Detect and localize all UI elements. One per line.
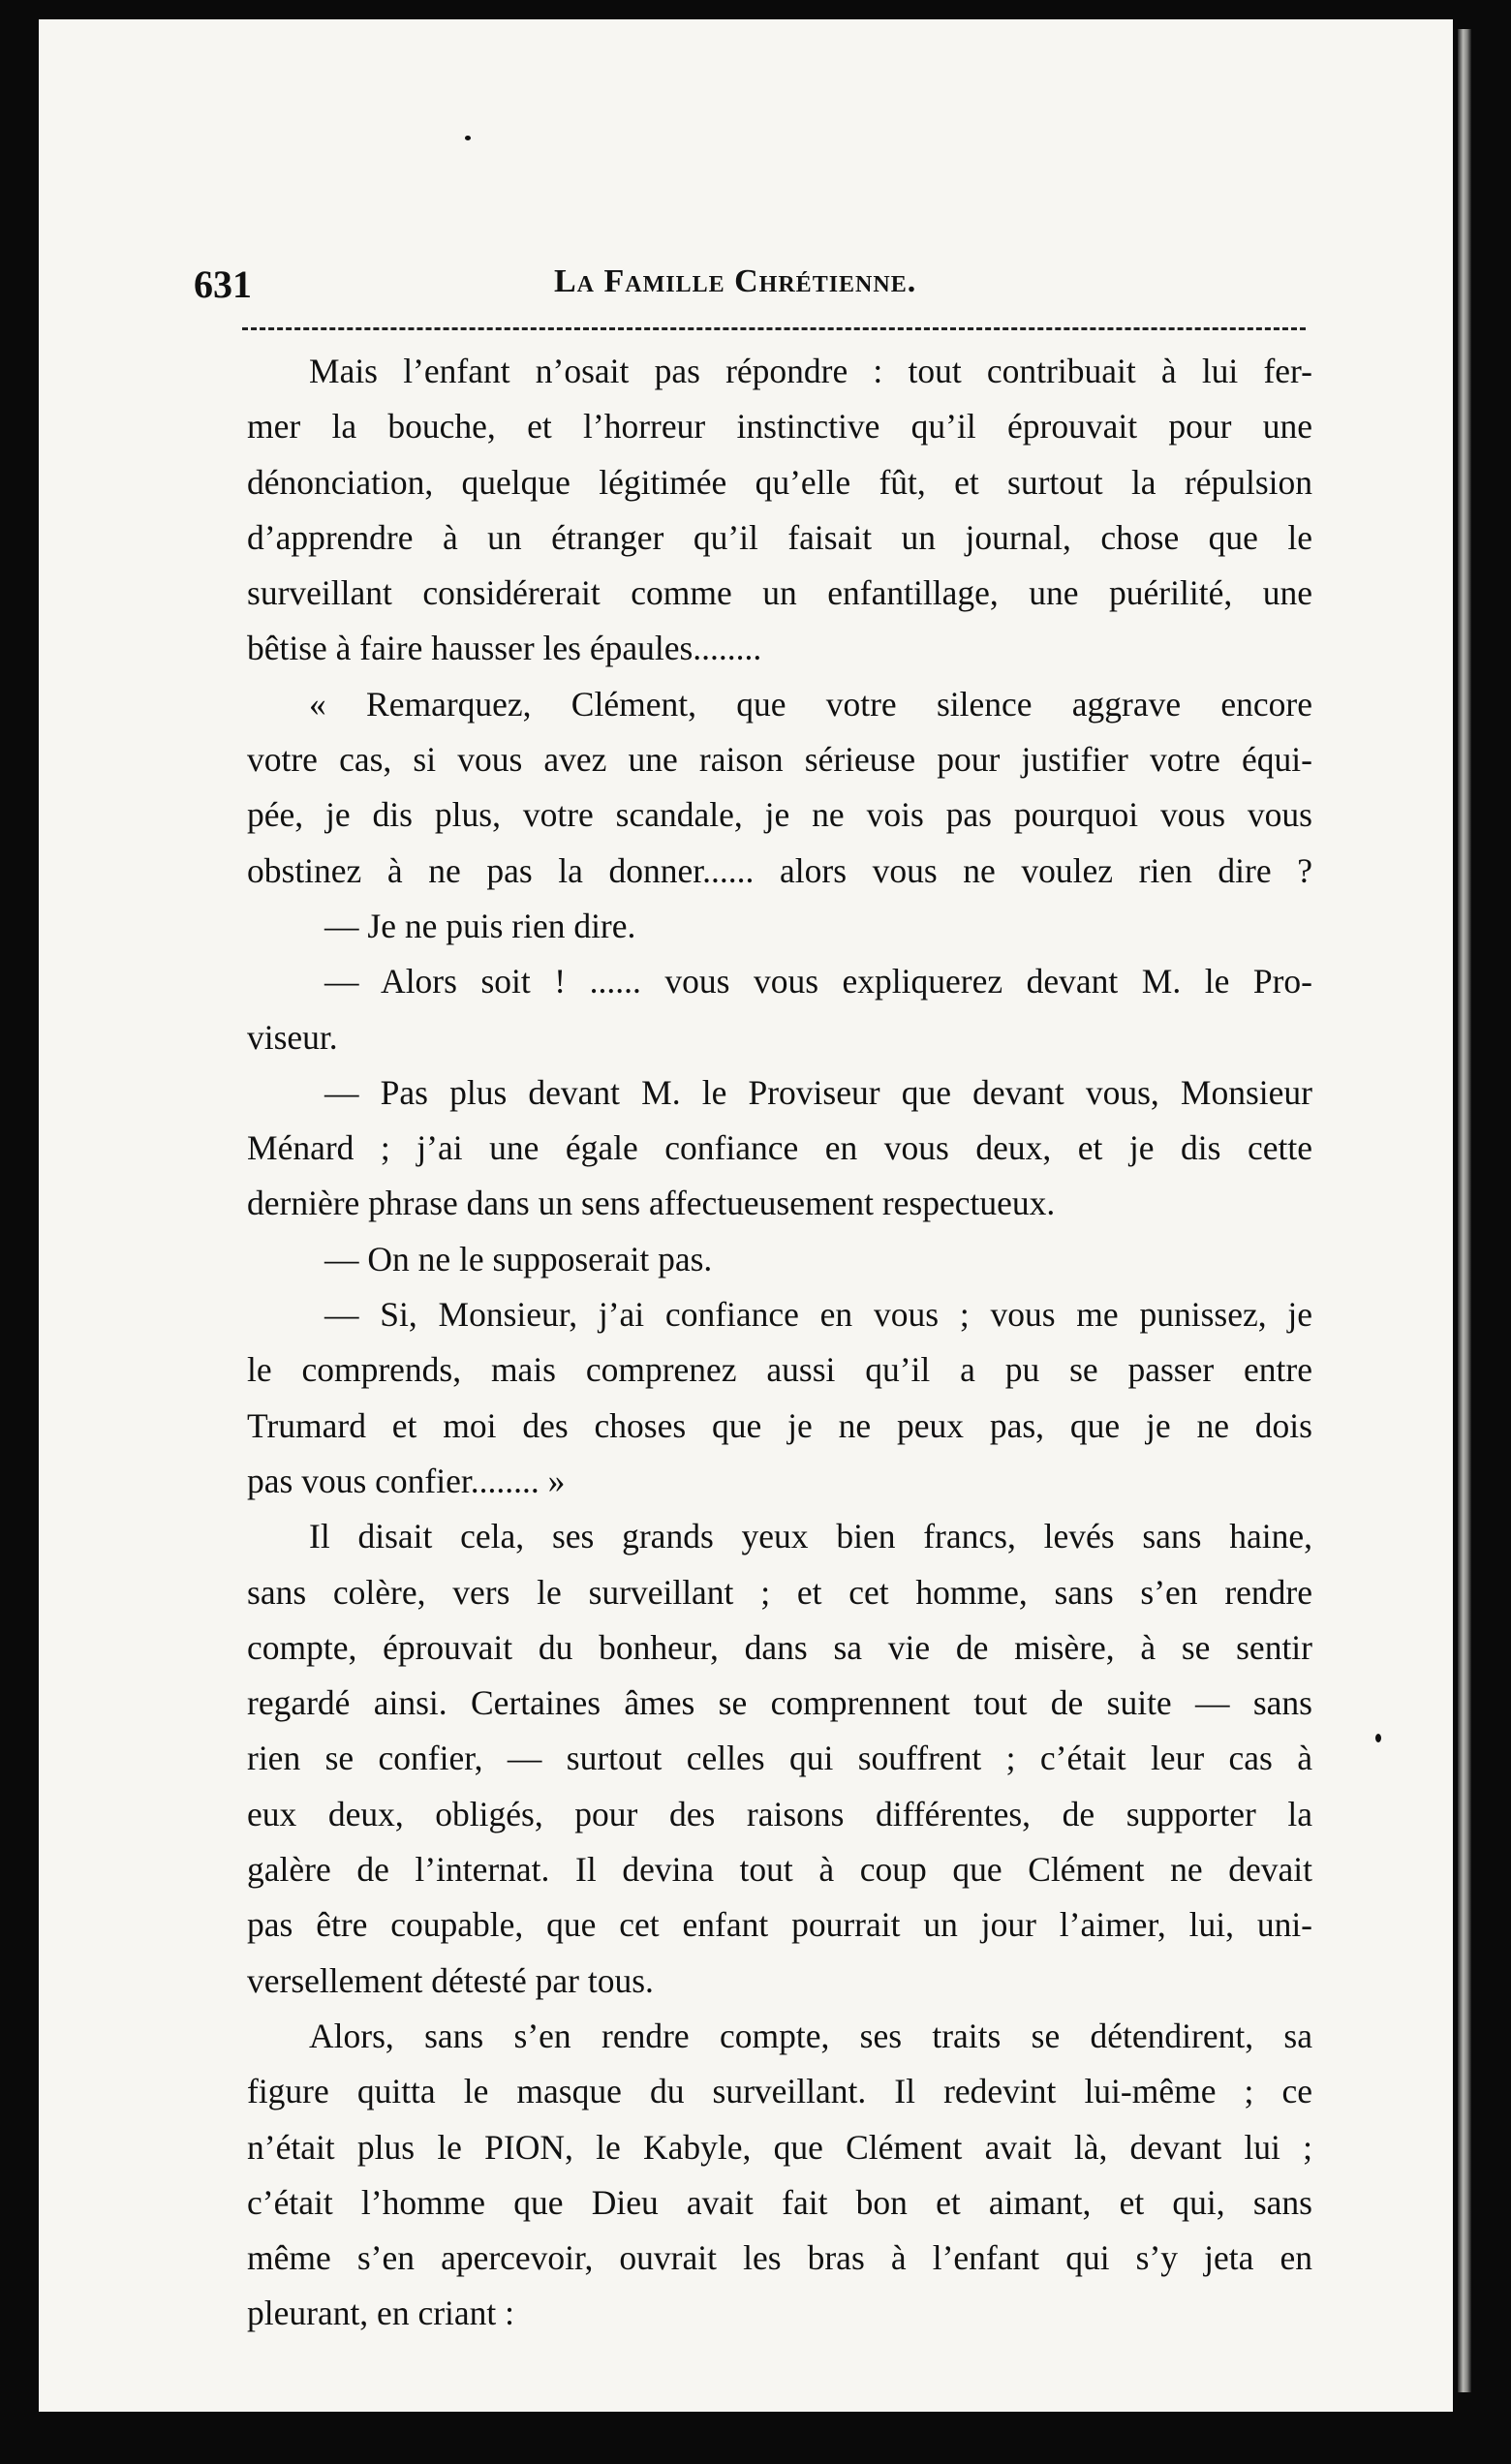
- text-line: c’était l’homme que Dieu avait fait bon et aimant, et qui, sans: [247, 2182, 1312, 2222]
- text-line: galère de l’internat. Il devina tout à coup que Clément ne devait: [247, 1850, 1312, 1890]
- text-line: sans colère, vers le surveillant ; et cet homme, sans s’en rendre: [247, 1572, 1312, 1612]
- text-line: d’apprendre à un étranger qu’il faisait un journal, chose que le: [247, 517, 1312, 557]
- header-rule: [242, 327, 1306, 330]
- ink-speck: [1375, 1734, 1381, 1742]
- ink-speck: [465, 136, 471, 140]
- body-text: [247, 344, 1312, 2342]
- running-title: La Famille Chrétienne.: [554, 263, 917, 299]
- page-edge: [1458, 29, 1471, 2392]
- text-line: même s’en apercevoir, ouvrait les bras à l’enfant qui s’y jeta en: [247, 2238, 1312, 2278]
- text-line: pleurant, en criant :: [247, 2294, 514, 2333]
- dialogue-paragraph: [247, 899, 1312, 954]
- paragraph: [247, 344, 1312, 677]
- paragraph: [247, 2009, 1312, 2342]
- text-line: pas vous confier........ »: [247, 1461, 566, 1500]
- text-line: votre cas, si vous avez une raison sérieuse pour justifier votre équi-: [247, 740, 1312, 780]
- text-line: n’était plus le PION, le Kabyle, que Clément avait là, devant lui ;: [247, 2127, 1312, 2167]
- text-line: — On ne le supposerait pas.: [324, 1239, 713, 1278]
- text-line: surveillant considérerait comme un enfantillage, une puérilité, une: [247, 573, 1312, 613]
- text-line: — Je ne puis rien dire.: [324, 906, 636, 945]
- text-line: rien se confier, — surtout celles qui souffrent ; c’était leur cas à: [247, 1739, 1312, 1778]
- text-line: dénonciation, quelque légitimée qu’elle fût, et surtout la répulsion: [247, 462, 1312, 502]
- page-header: [194, 242, 1308, 306]
- text-line: dernière phrase dans un sens affectueusement respectueux.: [247, 1184, 1056, 1223]
- text-line: obstinez à ne pas la donner...... alors vous ne voulez rien dire ?: [247, 850, 1312, 890]
- dialogue-paragraph: [247, 1287, 1312, 1509]
- text-line: versellement détesté par tous.: [247, 1960, 654, 2000]
- dialogue-paragraph: [247, 1232, 1312, 1287]
- page-number: 631: [194, 262, 252, 306]
- dialogue-paragraph: [247, 1065, 1312, 1232]
- text-line: regardé ainsi. Certaines âmes se comprennent tout de suite — sans: [247, 1683, 1312, 1723]
- text-line: Alors, sans s’en rendre compte, ses traits se détendirent, sa: [309, 2016, 1312, 2055]
- text-line: bêtise à faire hausser les épaules........: [247, 629, 762, 668]
- paragraph: [247, 677, 1312, 899]
- text-line: eux deux, obligés, pour des raisons différentes, de supporter la: [247, 1794, 1312, 1833]
- text-line: — Si, Monsieur, j’ai confiance en vous ; vous me punissez, je: [324, 1295, 1312, 1335]
- text-line: Il disait cela, ses grands yeux bien francs, levés sans haine,: [309, 1517, 1312, 1556]
- text-line: mer la bouche, et l’horreur instinctive qu’il éprouvait pour une: [247, 407, 1312, 447]
- text-line: — Alors soit ! ...... vous vous expliquerez devant M. le Pro-: [324, 962, 1312, 1001]
- text-line: compte, éprouvait du bonheur, dans sa vie de misère, à se sentir: [247, 1627, 1312, 1667]
- text-line: viseur.: [247, 1017, 338, 1057]
- text-line: Ménard ; j’ai une égale confiance en vous deux, et je dis cette: [247, 1128, 1312, 1168]
- text-line: « Remarquez, Clément, que votre silence aggrave encore: [309, 684, 1312, 724]
- book-page: [39, 19, 1453, 2412]
- dialogue-paragraph: [247, 954, 1312, 1065]
- text-line: figure quitta le masque du surveillant. Il redevint lui-même ; ce: [247, 2072, 1312, 2111]
- text-line: pée, je dis plus, votre scandale, je ne vois pas pourquoi vous vous: [247, 795, 1312, 835]
- text-line: pas être coupable, que cet enfant pourrait un jour l’aimer, lui, uni-: [247, 1905, 1312, 1945]
- text-line: — Pas plus devant M. le Proviseur que devant vous, Monsieur: [324, 1072, 1312, 1112]
- text-line: Mais l’enfant n’osait pas répondre : tout contribuait à lui fer-: [309, 352, 1312, 390]
- text-line: le comprends, mais comprenez aussi qu’il a pu se passer entre: [247, 1350, 1312, 1390]
- paragraph: [247, 1509, 1312, 2009]
- text-line: Trumard et moi des choses que je ne peux pas, que je ne dois: [247, 1405, 1312, 1445]
